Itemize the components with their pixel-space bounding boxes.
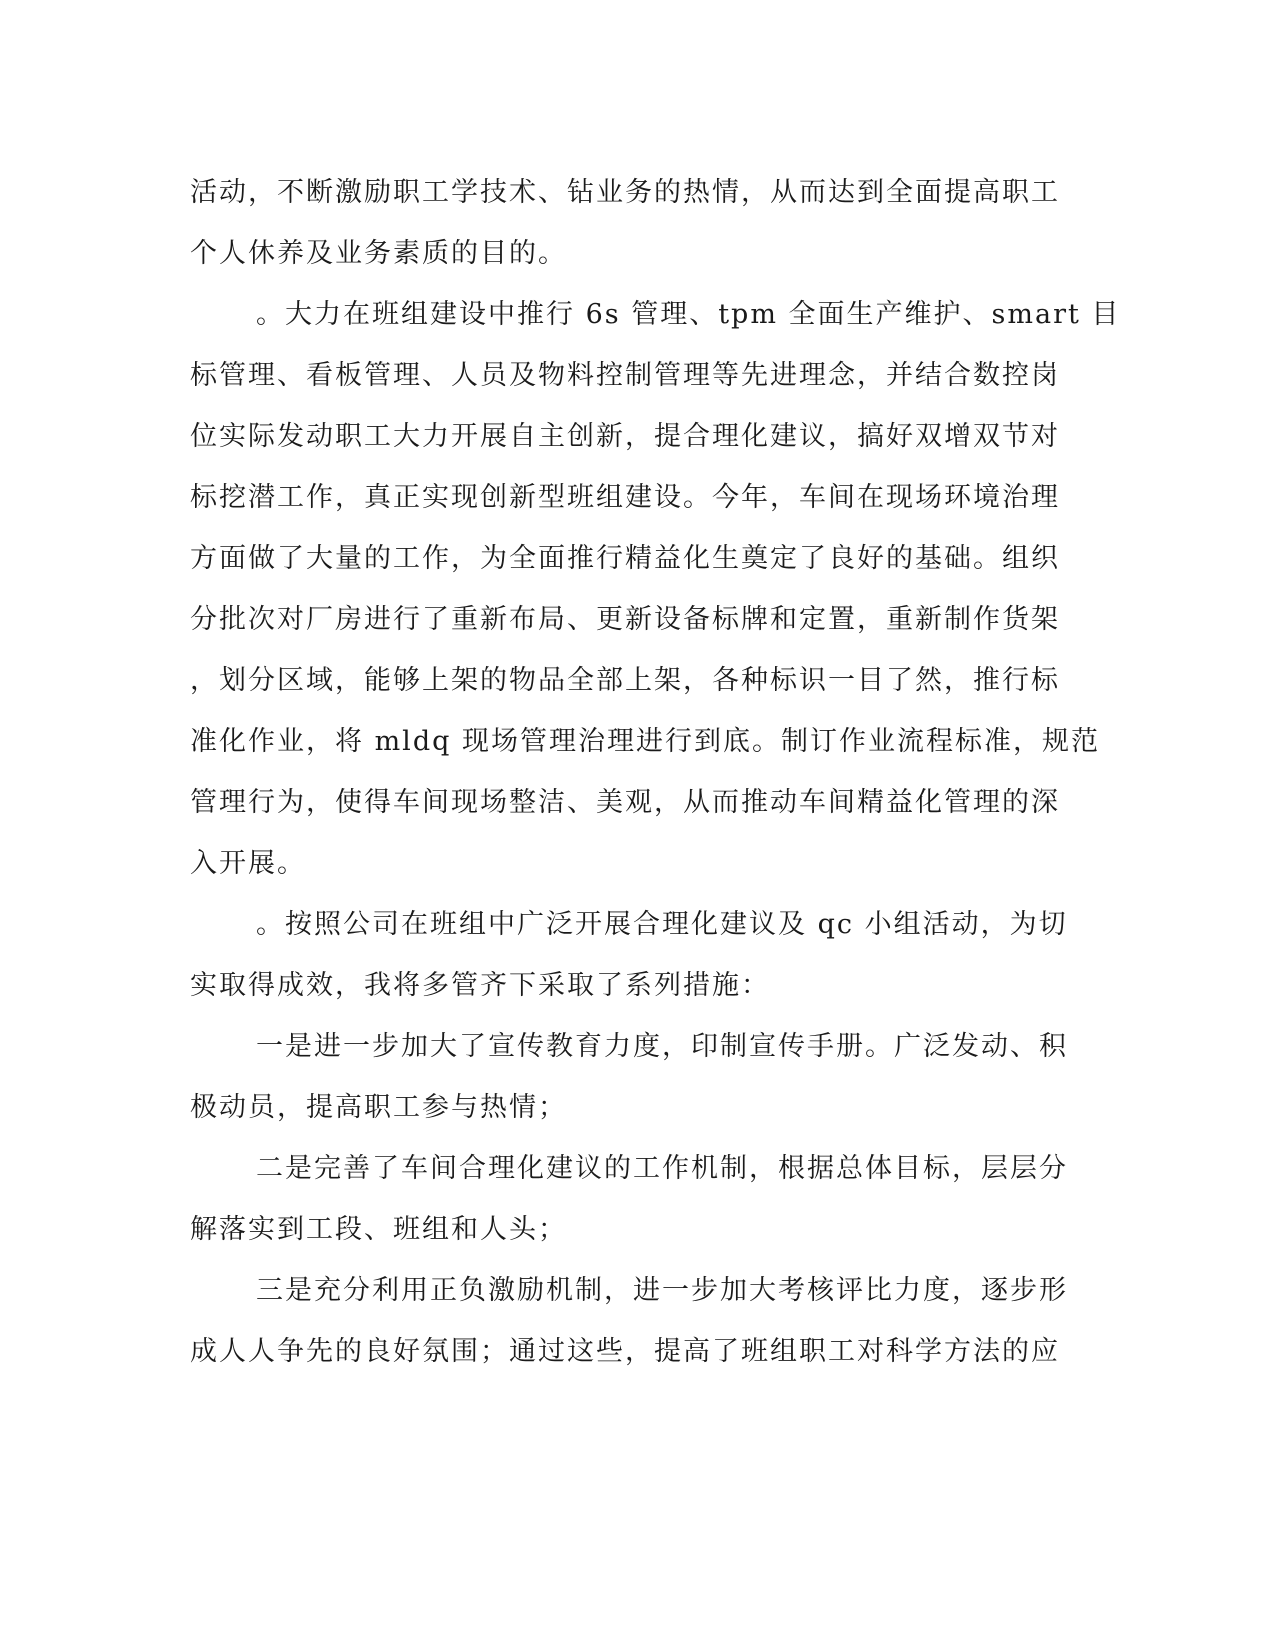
text-line: 。按照公司在班组中广泛开展合理化建议及 qc 小组活动，为切 [256, 909, 1068, 940]
text-line: 活动，不断激励职工学技术、钻业务的热情，从而达到全面提高职工 [190, 177, 1060, 208]
text-line: 实取得成效，我将多管齐下采取了系列措施： [190, 970, 770, 1001]
text-line: 解落实到工段、班组和人头； [190, 1214, 567, 1245]
text-line: 分批次对厂房进行了重新布局、更新设备标牌和定置，重新制作货架 [190, 604, 1060, 635]
text-line: 二是完善了车间合理化建议的工作机制，根据总体目标，层层分 [256, 1153, 1068, 1184]
text-line: 方面做了大量的工作，为全面推行精益化生奠定了良好的基础。组织 [190, 543, 1060, 574]
text-line: 标管理、看板管理、人员及物料控制管理等先进理念，并结合数控岗 [190, 360, 1060, 391]
body-text [190, 162, 1121, 1382]
text-line: 。大力在班组建设中推行 6s 管理、tpm 全面生产维护、smart 目 [256, 299, 1121, 330]
text-line: 入开展。 [190, 848, 306, 879]
text-line: 成人人争先的良好氛围；通过这些，提高了班组职工对科学方法的应 [190, 1336, 1060, 1367]
text-line: 标挖潜工作，真正实现创新型班组建设。今年，车间在现场环境治理 [190, 482, 1060, 513]
text-line: 极动员，提高职工参与热情； [190, 1092, 567, 1123]
text-line: 三是充分利用正负激励机制，进一步加大考核评比力度，逐步形 [256, 1275, 1068, 1306]
text-line: 个人休养及业务素质的目的。 [190, 238, 567, 269]
text-line: 一是进一步加大了宣传教育力度，印制宣传手册。广泛发动、积 [256, 1031, 1068, 1062]
text-line: ，划分区域，能够上架的物品全部上架，各种标识一目了然，推行标 [190, 665, 1060, 696]
text-line: 管理行为，使得车间现场整洁、美观，从而推动车间精益化管理的深 [190, 787, 1060, 818]
text-line: 位实际发动职工大力开展自主创新，提合理化建议，搞好双增双节对 [190, 421, 1060, 452]
text-line: 准化作业，将 mldq 现场管理治理进行到底。制订作业流程标准，规范 [190, 726, 1100, 757]
